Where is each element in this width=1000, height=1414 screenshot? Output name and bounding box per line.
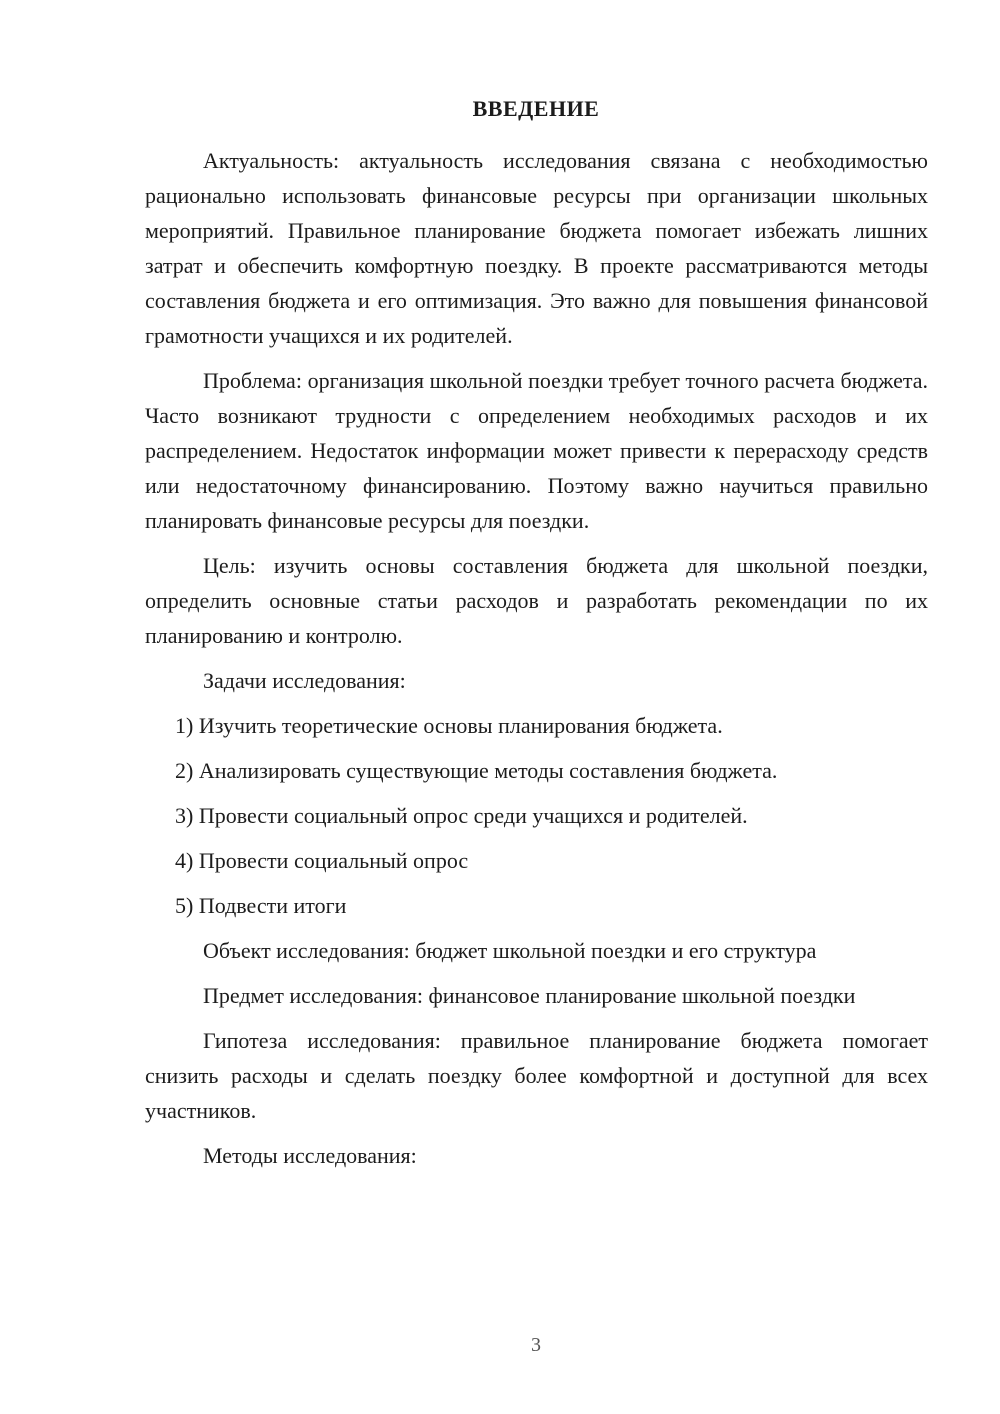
relevance-paragraph: Актуальность: актуальность исследования связана с необходимостью рационально использовать финансовые ресурсы при организации школьных мероприятий. Правильное планирование бюджета помогает избежать лишних затрат и обеспечить комфортную поездку. В проекте рассматриваются методы составления бюджета и его оптимизация. Это важно для повышения финансовой грамотности учащихся и их родителей. [145,148,928,348]
goal-paragraph: Цель: изучить основы составления бюджета для школьной поездки, определить основные статьи расходов и разработать рекомендации по их планированию и контролю. [145,553,928,648]
task-item: 5) Подвести итоги [175,893,347,918]
problem-paragraph: Проблема: организация школьной поездки требует точного расчета бюджета. Часто возникают трудности с определением необходимых расходов и их распределением. Недостаток информации может привести к перерасходу средств или недостаточному финансированию. Поэтому важно научиться правильно планировать финансовые ресурсы для поездки. [145,368,928,533]
hypothesis-paragraph: Гипотеза исследования: правильное планирование бюджета помогает снизить расходы и сделать поездку более комфортной и доступной для всех участников. [145,1028,928,1123]
task-item: 3) Провести социальный опрос среди учащихся и родителей. [175,803,748,828]
task-item: 1) Изучить теоретические основы планирования бюджета. [175,713,723,738]
tasks-list [145,708,928,923]
subject-paragraph: Предмет исследования: финансовое планирование школьной поездки [203,983,856,1008]
section-title: ВВЕДЕНИЕ [472,96,600,121]
methods-paragraph: Методы исследования: [203,1143,417,1168]
object-paragraph: Объект исследования: бюджет школьной поездки и его структура [203,938,817,963]
page-number: 3 [531,1334,541,1356]
document-body [145,143,928,1173]
tasks-heading: Задачи исследования: [203,668,406,693]
task-item: 2) Анализировать существующие методы составления бюджета. [175,758,778,783]
task-item: 4) Провести социальный опрос [175,848,469,873]
